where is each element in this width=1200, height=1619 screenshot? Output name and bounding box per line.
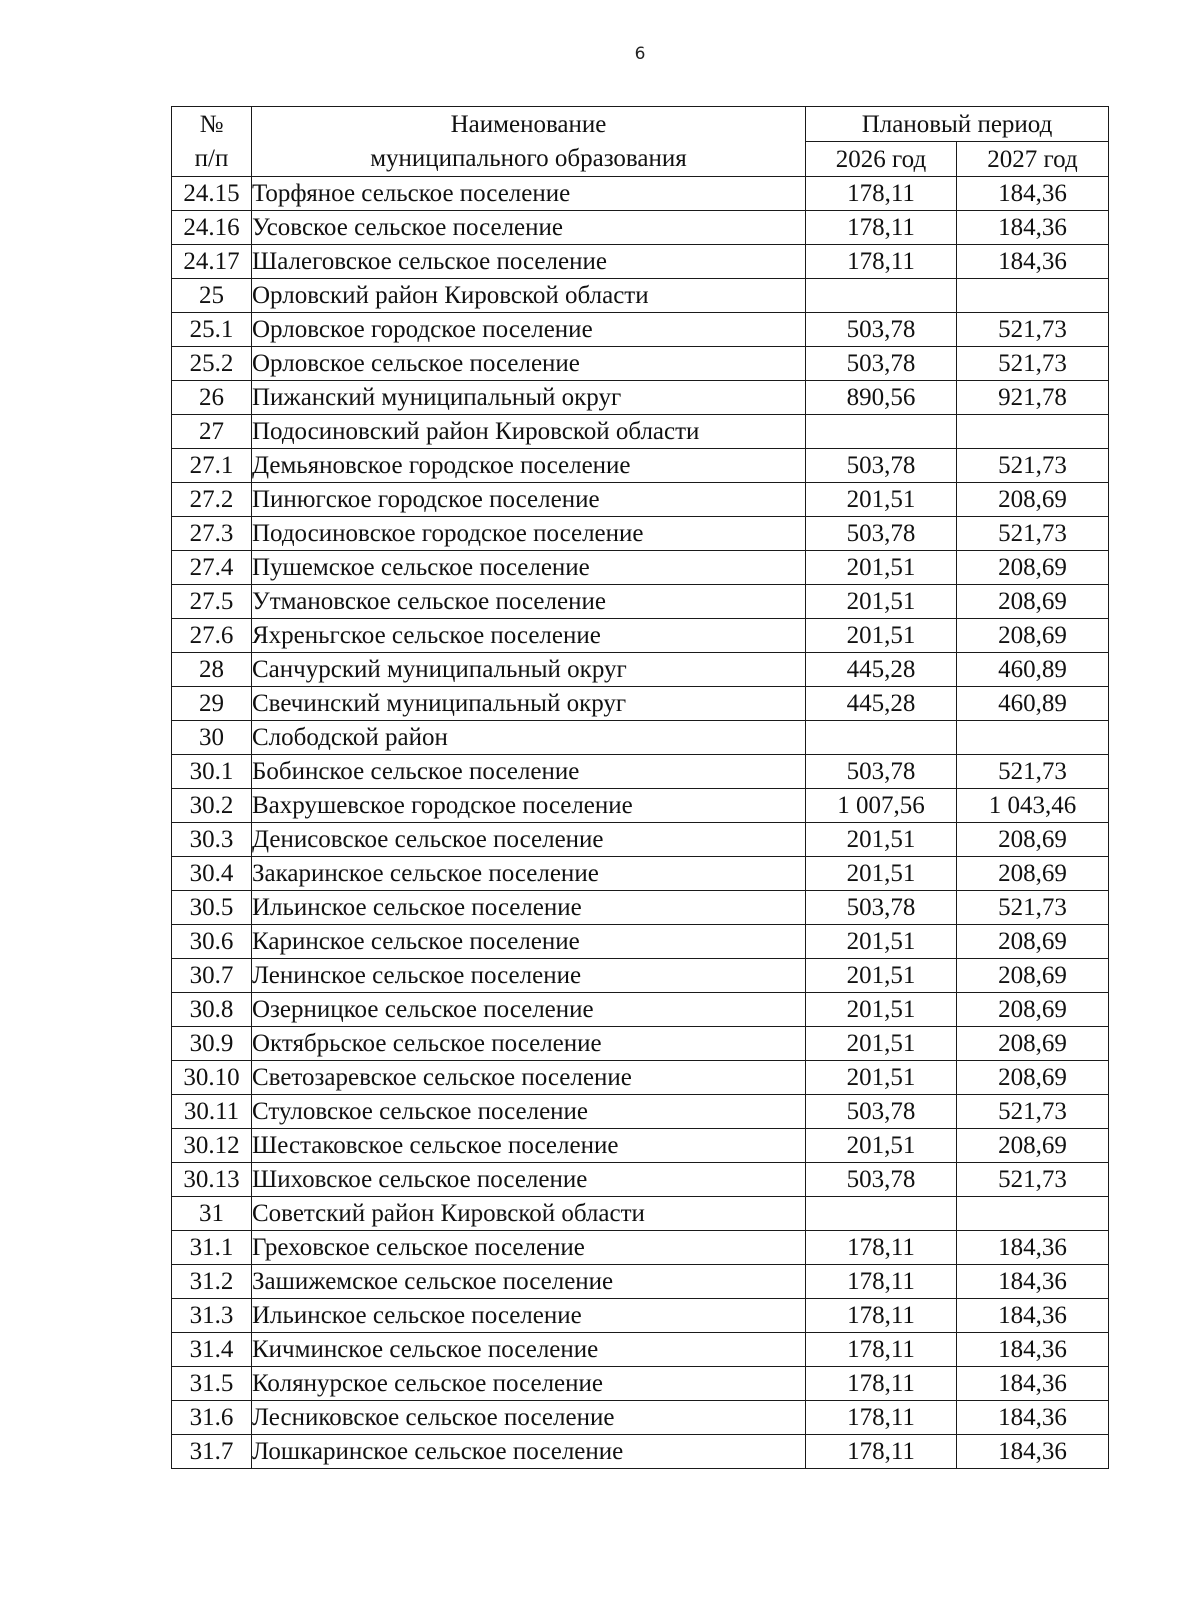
row-number: 30.2 xyxy=(172,789,252,823)
table-row xyxy=(172,959,1109,993)
value-2027: 521,73 xyxy=(957,755,1109,789)
row-number: 31.7 xyxy=(172,1435,252,1469)
row-number: 24.17 xyxy=(172,245,252,279)
table-row xyxy=(172,721,1109,755)
value-2026 xyxy=(806,1197,957,1231)
municipality-name: Санчурский муниципальный округ xyxy=(252,653,806,687)
header-planning-period: Плановый период xyxy=(806,107,1109,142)
table-row xyxy=(172,823,1109,857)
value-2027: 208,69 xyxy=(957,585,1109,619)
row-number: 27.4 xyxy=(172,551,252,585)
value-2026 xyxy=(806,721,957,755)
municipality-name: Советский район Кировской области xyxy=(252,1197,806,1231)
value-2027 xyxy=(957,721,1109,755)
value-2027 xyxy=(957,415,1109,449)
value-2026: 201,51 xyxy=(806,959,957,993)
municipality-name: Торфяное сельское поселение xyxy=(252,177,806,211)
municipality-name: Усовское сельское поселение xyxy=(252,211,806,245)
table-row xyxy=(172,1095,1109,1129)
table-row xyxy=(172,993,1109,1027)
value-2027: 184,36 xyxy=(957,1299,1109,1333)
municipality-name: Подосиновский район Кировской области xyxy=(252,415,806,449)
value-2027: 521,73 xyxy=(957,1163,1109,1197)
municipality-name: Пушемское сельское поселение xyxy=(252,551,806,585)
value-2026: 201,51 xyxy=(806,1061,957,1095)
table-row xyxy=(172,211,1109,245)
value-2026: 201,51 xyxy=(806,857,957,891)
value-2027: 184,36 xyxy=(957,1231,1109,1265)
value-2026: 503,78 xyxy=(806,313,957,347)
row-number: 31.1 xyxy=(172,1231,252,1265)
value-2027: 521,73 xyxy=(957,517,1109,551)
value-2026: 201,51 xyxy=(806,585,957,619)
value-2026: 178,11 xyxy=(806,1299,957,1333)
municipality-name: Озерницкое сельское поселение xyxy=(252,993,806,1027)
municipality-name: Пижанский муниципальный округ xyxy=(252,381,806,415)
value-2027: 208,69 xyxy=(957,823,1109,857)
table-row xyxy=(172,585,1109,619)
municipality-name: Демьяновское городское поселение xyxy=(252,449,806,483)
value-2026: 201,51 xyxy=(806,925,957,959)
municipality-name: Пинюгское городское поселение xyxy=(252,483,806,517)
value-2026: 503,78 xyxy=(806,347,957,381)
value-2026: 178,11 xyxy=(806,1435,957,1469)
row-number: 30.13 xyxy=(172,1163,252,1197)
table-row xyxy=(172,1163,1109,1197)
municipality-name: Лошкаринское сельское поселение xyxy=(252,1435,806,1469)
municipality-name: Октябрьское сельское поселение xyxy=(252,1027,806,1061)
municipality-name: Каринское сельское поселение xyxy=(252,925,806,959)
row-number: 31.6 xyxy=(172,1401,252,1435)
municipality-name: Яхреньгское сельское поселение xyxy=(252,619,806,653)
value-2026: 201,51 xyxy=(806,551,957,585)
row-number: 30.8 xyxy=(172,993,252,1027)
row-number: 31.5 xyxy=(172,1367,252,1401)
municipality-name: Кичминское сельское поселение xyxy=(252,1333,806,1367)
municipality-name: Ильинское сельское поселение xyxy=(252,1299,806,1333)
value-2027: 460,89 xyxy=(957,653,1109,687)
header-number-line2: п/п xyxy=(172,142,252,177)
table-row xyxy=(172,1367,1109,1401)
table-row xyxy=(172,1197,1109,1231)
row-number: 27.6 xyxy=(172,619,252,653)
table-row xyxy=(172,551,1109,585)
value-2026: 201,51 xyxy=(806,993,957,1027)
table-row xyxy=(172,517,1109,551)
row-number: 24.16 xyxy=(172,211,252,245)
municipality-name: Орловский район Кировской области xyxy=(252,279,806,313)
table-row xyxy=(172,653,1109,687)
row-number: 30.4 xyxy=(172,857,252,891)
table-row xyxy=(172,1401,1109,1435)
row-number: 30.6 xyxy=(172,925,252,959)
row-number: 30.3 xyxy=(172,823,252,857)
table-body xyxy=(172,177,1109,1469)
municipality-name: Шиховское сельское поселение xyxy=(252,1163,806,1197)
value-2027: 184,36 xyxy=(957,177,1109,211)
municipality-name: Шалеговское сельское поселение xyxy=(252,245,806,279)
table-row xyxy=(172,279,1109,313)
value-2026: 445,28 xyxy=(806,653,957,687)
municipality-name: Зашижемское сельское поселение xyxy=(252,1265,806,1299)
row-number: 25.2 xyxy=(172,347,252,381)
value-2026: 445,28 xyxy=(806,687,957,721)
table-row xyxy=(172,415,1109,449)
table-row xyxy=(172,619,1109,653)
table-row xyxy=(172,789,1109,823)
table-row xyxy=(172,755,1109,789)
value-2026: 178,11 xyxy=(806,1333,957,1367)
table-row xyxy=(172,381,1109,415)
value-2027: 184,36 xyxy=(957,1265,1109,1299)
value-2027: 184,36 xyxy=(957,1401,1109,1435)
municipality-name: Шестаковское сельское поселение xyxy=(252,1129,806,1163)
municipality-name: Закаринское сельское поселение xyxy=(252,857,806,891)
value-2026: 503,78 xyxy=(806,891,957,925)
row-number: 28 xyxy=(172,653,252,687)
value-2027: 184,36 xyxy=(957,245,1109,279)
row-number: 31.4 xyxy=(172,1333,252,1367)
value-2027: 521,73 xyxy=(957,449,1109,483)
value-2027: 521,73 xyxy=(957,313,1109,347)
municipality-name: Ленинское сельское поселение xyxy=(252,959,806,993)
value-2026: 503,78 xyxy=(806,517,957,551)
municipality-name: Ильинское сельское поселение xyxy=(252,891,806,925)
row-number: 27.5 xyxy=(172,585,252,619)
municipality-name: Орловское сельское поселение xyxy=(252,347,806,381)
value-2026: 201,51 xyxy=(806,1129,957,1163)
value-2026: 178,11 xyxy=(806,1231,957,1265)
row-number: 30 xyxy=(172,721,252,755)
value-2026: 503,78 xyxy=(806,449,957,483)
table-row xyxy=(172,1333,1109,1367)
value-2026: 178,11 xyxy=(806,1367,957,1401)
value-2027: 184,36 xyxy=(957,1333,1109,1367)
value-2027: 184,36 xyxy=(957,211,1109,245)
value-2026: 201,51 xyxy=(806,1027,957,1061)
value-2027: 1 043,46 xyxy=(957,789,1109,823)
value-2026 xyxy=(806,415,957,449)
municipality-name: Лесниковское сельское поселение xyxy=(252,1401,806,1435)
row-number: 27.3 xyxy=(172,517,252,551)
value-2026: 201,51 xyxy=(806,483,957,517)
value-2027 xyxy=(957,279,1109,313)
table-header xyxy=(172,107,1109,177)
table-row xyxy=(172,1231,1109,1265)
value-2027: 208,69 xyxy=(957,857,1109,891)
value-2027: 208,69 xyxy=(957,551,1109,585)
header-year-2026: 2026 год xyxy=(806,142,957,177)
row-number: 31.3 xyxy=(172,1299,252,1333)
value-2026: 201,51 xyxy=(806,823,957,857)
row-number: 25 xyxy=(172,279,252,313)
value-2026: 503,78 xyxy=(806,1163,957,1197)
value-2027: 521,73 xyxy=(957,891,1109,925)
value-2027: 208,69 xyxy=(957,925,1109,959)
table-row xyxy=(172,1435,1109,1469)
value-2027: 521,73 xyxy=(957,1095,1109,1129)
value-2027: 921,78 xyxy=(957,381,1109,415)
header-year-2027: 2027 год xyxy=(957,142,1109,177)
municipality-name: Денисовское сельское поселение xyxy=(252,823,806,857)
value-2026: 503,78 xyxy=(806,1095,957,1129)
row-number: 26 xyxy=(172,381,252,415)
value-2027: 208,69 xyxy=(957,1027,1109,1061)
value-2026 xyxy=(806,279,957,313)
row-number: 30.9 xyxy=(172,1027,252,1061)
value-2027: 521,73 xyxy=(957,347,1109,381)
row-number: 29 xyxy=(172,687,252,721)
budget-table xyxy=(171,106,1109,1469)
table-row xyxy=(172,1027,1109,1061)
row-number: 27.2 xyxy=(172,483,252,517)
row-number: 30.1 xyxy=(172,755,252,789)
municipality-name: Вахрушевское городское поселение xyxy=(252,789,806,823)
table-row xyxy=(172,313,1109,347)
municipality-name: Слободской район xyxy=(252,721,806,755)
row-number: 30.10 xyxy=(172,1061,252,1095)
table-row xyxy=(172,449,1109,483)
value-2026: 178,11 xyxy=(806,1265,957,1299)
municipality-name: Утмановское сельское поселение xyxy=(252,585,806,619)
value-2027: 208,69 xyxy=(957,959,1109,993)
value-2027 xyxy=(957,1197,1109,1231)
municipality-name: Стуловское сельское поселение xyxy=(252,1095,806,1129)
municipality-name: Греховское сельское поселение xyxy=(252,1231,806,1265)
row-number: 31 xyxy=(172,1197,252,1231)
table-row xyxy=(172,1061,1109,1095)
value-2027: 208,69 xyxy=(957,619,1109,653)
value-2027: 208,69 xyxy=(957,993,1109,1027)
value-2026: 178,11 xyxy=(806,1401,957,1435)
table-row xyxy=(172,891,1109,925)
value-2027: 460,89 xyxy=(957,687,1109,721)
header-name-line2: муниципального образования xyxy=(252,142,806,177)
row-number: 30.12 xyxy=(172,1129,252,1163)
value-2027: 208,69 xyxy=(957,1129,1109,1163)
row-number: 24.15 xyxy=(172,177,252,211)
value-2027: 184,36 xyxy=(957,1367,1109,1401)
value-2026: 178,11 xyxy=(806,177,957,211)
table-row xyxy=(172,857,1109,891)
table-row xyxy=(172,1265,1109,1299)
header-name-line1: Наименование xyxy=(252,107,806,142)
table-row xyxy=(172,925,1109,959)
table-row xyxy=(172,687,1109,721)
row-number: 30.7 xyxy=(172,959,252,993)
value-2026: 503,78 xyxy=(806,755,957,789)
table-row xyxy=(172,1129,1109,1163)
row-number: 31.2 xyxy=(172,1265,252,1299)
row-number: 25.1 xyxy=(172,313,252,347)
value-2026: 890,56 xyxy=(806,381,957,415)
row-number: 30.5 xyxy=(172,891,252,925)
value-2027: 184,36 xyxy=(957,1435,1109,1469)
value-2026: 178,11 xyxy=(806,245,957,279)
table-row xyxy=(172,245,1109,279)
municipality-name: Подосиновское городское поселение xyxy=(252,517,806,551)
page-number: 6 xyxy=(634,44,646,64)
table-row xyxy=(172,1299,1109,1333)
table-row xyxy=(172,177,1109,211)
value-2026: 178,11 xyxy=(806,211,957,245)
row-number: 30.11 xyxy=(172,1095,252,1129)
table-row xyxy=(172,483,1109,517)
row-number: 27.1 xyxy=(172,449,252,483)
row-number: 27 xyxy=(172,415,252,449)
table-row xyxy=(172,347,1109,381)
municipality-name: Свечинский муниципальный округ xyxy=(252,687,806,721)
value-2026: 1 007,56 xyxy=(806,789,957,823)
municipality-name: Колянурское сельское поселение xyxy=(252,1367,806,1401)
value-2027: 208,69 xyxy=(957,483,1109,517)
municipality-name: Орловское городское поселение xyxy=(252,313,806,347)
municipality-name: Бобинское сельское поселение xyxy=(252,755,806,789)
value-2027: 208,69 xyxy=(957,1061,1109,1095)
value-2026: 201,51 xyxy=(806,619,957,653)
header-number-line1: № xyxy=(172,107,252,142)
municipality-name: Светозаревское сельское поселение xyxy=(252,1061,806,1095)
